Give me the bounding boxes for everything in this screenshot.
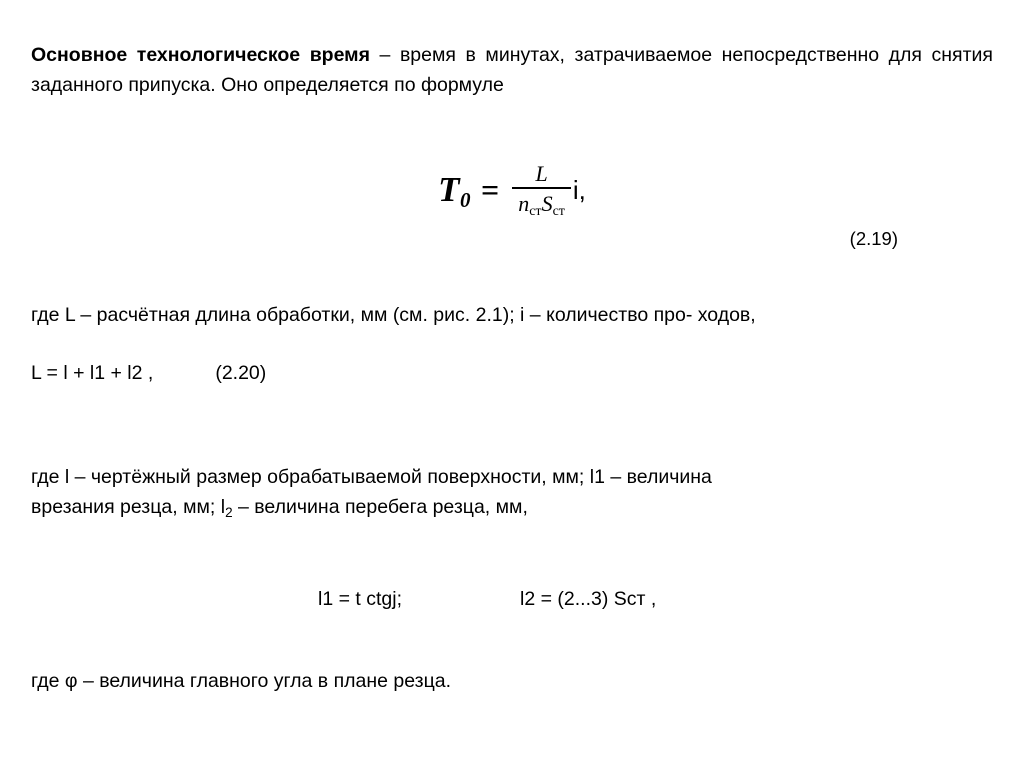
where-l-line2-b: – величина перебега резца, мм,	[232, 496, 528, 518]
where-L-paragraph: где L – расчётная длина обработки, мм (см. рис. 2.1); i – количество про- ходов,	[31, 304, 756, 326]
L-equation-line	[28, 358, 996, 388]
auxiliary-formulas-row	[28, 584, 996, 614]
formula-block	[28, 148, 996, 298]
formula-2-19	[28, 162, 996, 220]
formula-lhs-subscript: 0	[459, 187, 471, 212]
formula-denominator	[512, 189, 571, 220]
denominator-s: S	[541, 191, 553, 217]
formula-lhs-symbol: T	[438, 169, 460, 209]
where-phi-paragraph: где φ – величина главного угла в плане резца.	[31, 669, 452, 692]
denominator-n: n	[518, 191, 530, 217]
L-equation: L = l + l1 + l2 ,	[31, 362, 154, 384]
equation-number-2-20: (2.20)	[215, 362, 267, 384]
formula-l2: l2 = (2...3) Sст ,	[520, 587, 657, 610]
where-l-line2-subscript: 2	[225, 504, 233, 520]
formula-l1: l1 = t ctgj;	[318, 587, 402, 610]
where-l-line1: где l – чертёжный размер обрабатываемой поверхности, мм; l1 – величина	[31, 466, 712, 488]
bottom-accent-bar	[0, 758, 1024, 767]
where-l-line2-a: врезания резца, мм; l	[31, 496, 226, 518]
equation-number-2-19: (2.19)	[849, 228, 898, 249]
formula-equals: =	[480, 172, 500, 209]
where-l-paragraph	[28, 462, 996, 528]
formula-expression	[438, 162, 586, 220]
formula-tail: i,	[572, 175, 586, 206]
intro-line2: непосредственно для снятия заданного припуска. Оно определяется по формуле	[31, 44, 993, 96]
intro-lead-term: Основное технологическое время	[31, 44, 370, 66]
formula-fraction	[512, 162, 571, 220]
intro-rest-line1: – время в минутах, затрачиваемое	[369, 44, 713, 66]
intro-paragraph	[28, 40, 996, 100]
formula-numerator: L	[535, 161, 548, 186]
denominator-n-subscript: ст	[529, 204, 542, 220]
denominator-s-subscript: ст	[552, 204, 565, 220]
formula-lhs	[438, 170, 471, 213]
where-l-line2	[31, 492, 993, 528]
